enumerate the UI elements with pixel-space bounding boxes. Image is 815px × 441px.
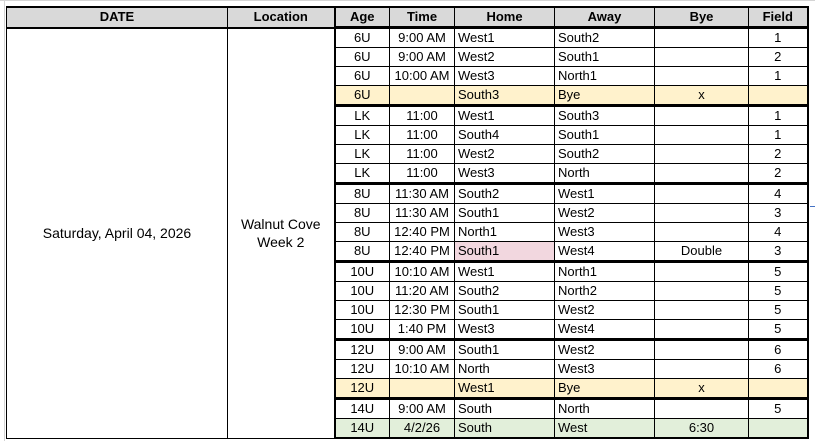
away-cell[interactable]: North1: [555, 67, 655, 86]
age-cell[interactable]: 12U: [335, 379, 390, 399]
home-cell[interactable]: South1: [455, 301, 555, 320]
bye-cell[interactable]: [655, 145, 749, 164]
bye-cell[interactable]: [655, 262, 749, 282]
away-cell[interactable]: North1: [555, 262, 655, 282]
bye-cell[interactable]: 6:30: [655, 419, 749, 439]
field-cell[interactable]: 4: [749, 184, 808, 204]
age-cell[interactable]: LK: [335, 126, 390, 145]
age-cell[interactable]: LK: [335, 106, 390, 126]
header-age[interactable]: Age: [335, 7, 390, 28]
bye-cell[interactable]: [655, 164, 749, 184]
away-cell[interactable]: West4: [555, 320, 655, 340]
away-cell[interactable]: Bye: [555, 379, 655, 399]
table-row: [7, 28, 808, 48]
age-cell[interactable]: 8U: [335, 242, 390, 262]
time-cell[interactable]: 11:30 AM: [390, 184, 455, 204]
away-cell[interactable]: West2: [555, 204, 655, 223]
home-cell[interactable]: West3: [455, 164, 555, 184]
grid-line-left: [4, 0, 5, 441]
away-cell[interactable]: South2: [555, 28, 655, 48]
bye-cell[interactable]: [655, 223, 749, 242]
age-cell[interactable]: 14U: [335, 419, 390, 439]
field-cell[interactable]: [749, 419, 808, 439]
home-cell[interactable]: West2: [455, 48, 555, 67]
bye-cell[interactable]: [655, 48, 749, 67]
header-bye[interactable]: Bye: [655, 7, 749, 28]
bye-cell[interactable]: [655, 126, 749, 145]
home-cell[interactable]: West1: [455, 106, 555, 126]
away-cell[interactable]: South1: [555, 126, 655, 145]
home-cell[interactable]: South: [455, 419, 555, 439]
away-cell[interactable]: Bye: [555, 86, 655, 106]
away-cell[interactable]: West4: [555, 242, 655, 262]
home-cell[interactable]: South1: [455, 340, 555, 360]
field-cell[interactable]: 2: [749, 164, 808, 184]
age-cell[interactable]: 10U: [335, 282, 390, 301]
time-cell[interactable]: 9:00 AM: [390, 340, 455, 360]
header-row: [7, 7, 808, 28]
age-cell[interactable]: 6U: [335, 48, 390, 67]
home-cell[interactable]: South: [455, 399, 555, 419]
bye-cell[interactable]: [655, 67, 749, 86]
header-date[interactable]: DATE: [7, 7, 228, 28]
age-cell[interactable]: 6U: [335, 86, 390, 106]
away-cell[interactable]: West3: [555, 223, 655, 242]
home-cell[interactable]: North: [455, 360, 555, 379]
grid-line-top: [0, 0, 815, 1]
bye-cell[interactable]: [655, 28, 749, 48]
time-cell[interactable]: 10:10 AM: [390, 262, 455, 282]
cell-selection-edge: [810, 206, 815, 207]
time-cell[interactable]: 11:30 AM: [390, 204, 455, 223]
age-cell[interactable]: 6U: [335, 67, 390, 86]
header-time[interactable]: Time: [390, 7, 455, 28]
field-cell[interactable]: 1: [749, 126, 808, 145]
age-cell[interactable]: 10U: [335, 262, 390, 282]
away-cell[interactable]: West1: [555, 184, 655, 204]
away-cell[interactable]: West3: [555, 360, 655, 379]
field-cell[interactable]: 6: [749, 340, 808, 360]
field-cell[interactable]: 2: [749, 48, 808, 67]
bye-cell[interactable]: [655, 106, 749, 126]
bye-cell[interactable]: Double: [655, 242, 749, 262]
home-cell[interactable]: South2: [455, 184, 555, 204]
bye-cell[interactable]: [655, 184, 749, 204]
age-cell[interactable]: 6U: [335, 28, 390, 48]
away-cell[interactable]: South3: [555, 106, 655, 126]
time-cell[interactable]: 11:20 AM: [390, 282, 455, 301]
age-cell[interactable]: LK: [335, 145, 390, 164]
header-home[interactable]: Home: [455, 7, 555, 28]
age-cell[interactable]: LK: [335, 164, 390, 184]
field-cell[interactable]: 5: [749, 282, 808, 301]
time-cell[interactable]: 12:30 PM: [390, 301, 455, 320]
bye-cell[interactable]: [655, 282, 749, 301]
home-cell[interactable]: North1: [455, 223, 555, 242]
field-cell[interactable]: 3: [749, 204, 808, 223]
age-cell[interactable]: 12U: [335, 340, 390, 360]
time-cell[interactable]: 11:00: [390, 106, 455, 126]
field-cell[interactable]: 1: [749, 28, 808, 48]
home-cell[interactable]: West1: [455, 262, 555, 282]
home-cell[interactable]: West3: [455, 67, 555, 86]
away-cell[interactable]: North: [555, 399, 655, 419]
location-cell[interactable]: [228, 28, 335, 439]
field-cell[interactable]: 2: [749, 145, 808, 164]
home-cell[interactable]: South1: [455, 204, 555, 223]
age-cell[interactable]: 8U: [335, 204, 390, 223]
home-cell[interactable]: South1: [455, 242, 555, 262]
field-cell[interactable]: 1: [749, 67, 808, 86]
time-cell[interactable]: 12:40 PM: [390, 242, 455, 262]
time-cell[interactable]: 11:00: [390, 145, 455, 164]
age-cell[interactable]: 10U: [335, 301, 390, 320]
age-cell[interactable]: 10U: [335, 320, 390, 340]
time-cell[interactable]: 9:00 AM: [390, 28, 455, 48]
field-cell[interactable]: 3: [749, 242, 808, 262]
field-cell[interactable]: 6: [749, 360, 808, 379]
bye-cell[interactable]: [655, 360, 749, 379]
bye-cell[interactable]: [655, 301, 749, 320]
bye-cell[interactable]: [655, 340, 749, 360]
home-cell[interactable]: South3: [455, 86, 555, 106]
schedule-body: [7, 28, 808, 439]
home-cell[interactable]: South4: [455, 126, 555, 145]
age-cell[interactable]: 8U: [335, 184, 390, 204]
home-cell[interactable]: West3: [455, 320, 555, 340]
field-cell[interactable]: 5: [749, 399, 808, 419]
location-week: Week 2: [257, 234, 305, 250]
field-cell[interactable]: [749, 86, 808, 106]
time-cell[interactable]: 9:00 AM: [390, 399, 455, 419]
away-cell[interactable]: South1: [555, 48, 655, 67]
home-cell[interactable]: West2: [455, 145, 555, 164]
bye-cell[interactable]: [655, 399, 749, 419]
age-cell[interactable]: 12U: [335, 360, 390, 379]
field-cell[interactable]: 1: [749, 106, 808, 126]
header-away[interactable]: Away: [555, 7, 655, 28]
away-cell[interactable]: West: [555, 419, 655, 439]
age-cell[interactable]: 14U: [335, 399, 390, 419]
time-cell[interactable]: [390, 86, 455, 106]
location-name: Walnut Cove: [240, 216, 321, 232]
time-cell[interactable]: 11:00: [390, 126, 455, 145]
bye-cell[interactable]: [655, 320, 749, 340]
away-cell[interactable]: North: [555, 164, 655, 184]
bye-cell[interactable]: x: [655, 379, 749, 399]
field-cell[interactable]: 5: [749, 262, 808, 282]
time-cell[interactable]: 1:40 PM: [390, 320, 455, 340]
header-field[interactable]: Field: [749, 7, 808, 28]
field-cell[interactable]: [749, 379, 808, 399]
field-cell[interactable]: 5: [749, 301, 808, 320]
header-location[interactable]: Location: [228, 7, 335, 28]
bye-cell[interactable]: [655, 204, 749, 223]
home-cell[interactable]: South2: [455, 282, 555, 301]
date-cell[interactable]: Saturday, April 04, 2026: [7, 28, 228, 439]
away-cell[interactable]: South2: [555, 145, 655, 164]
away-cell[interactable]: West2: [555, 340, 655, 360]
field-cell[interactable]: 4: [749, 223, 808, 242]
field-cell[interactable]: 5: [749, 320, 808, 340]
away-cell[interactable]: North2: [555, 282, 655, 301]
home-cell[interactable]: West1: [455, 379, 555, 399]
time-cell[interactable]: 10:10 AM: [390, 360, 455, 379]
age-cell[interactable]: 8U: [335, 223, 390, 242]
time-cell[interactable]: 12:40 PM: [390, 223, 455, 242]
time-cell[interactable]: 10:00 AM: [390, 67, 455, 86]
away-cell[interactable]: West2: [555, 301, 655, 320]
time-cell[interactable]: 4/2/26: [390, 419, 455, 439]
time-cell[interactable]: [390, 379, 455, 399]
schedule-table: [6, 6, 809, 439]
bye-cell[interactable]: x: [655, 86, 749, 106]
time-cell[interactable]: 9:00 AM: [390, 48, 455, 67]
home-cell[interactable]: West1: [455, 28, 555, 48]
time-cell[interactable]: 11:00: [390, 164, 455, 184]
